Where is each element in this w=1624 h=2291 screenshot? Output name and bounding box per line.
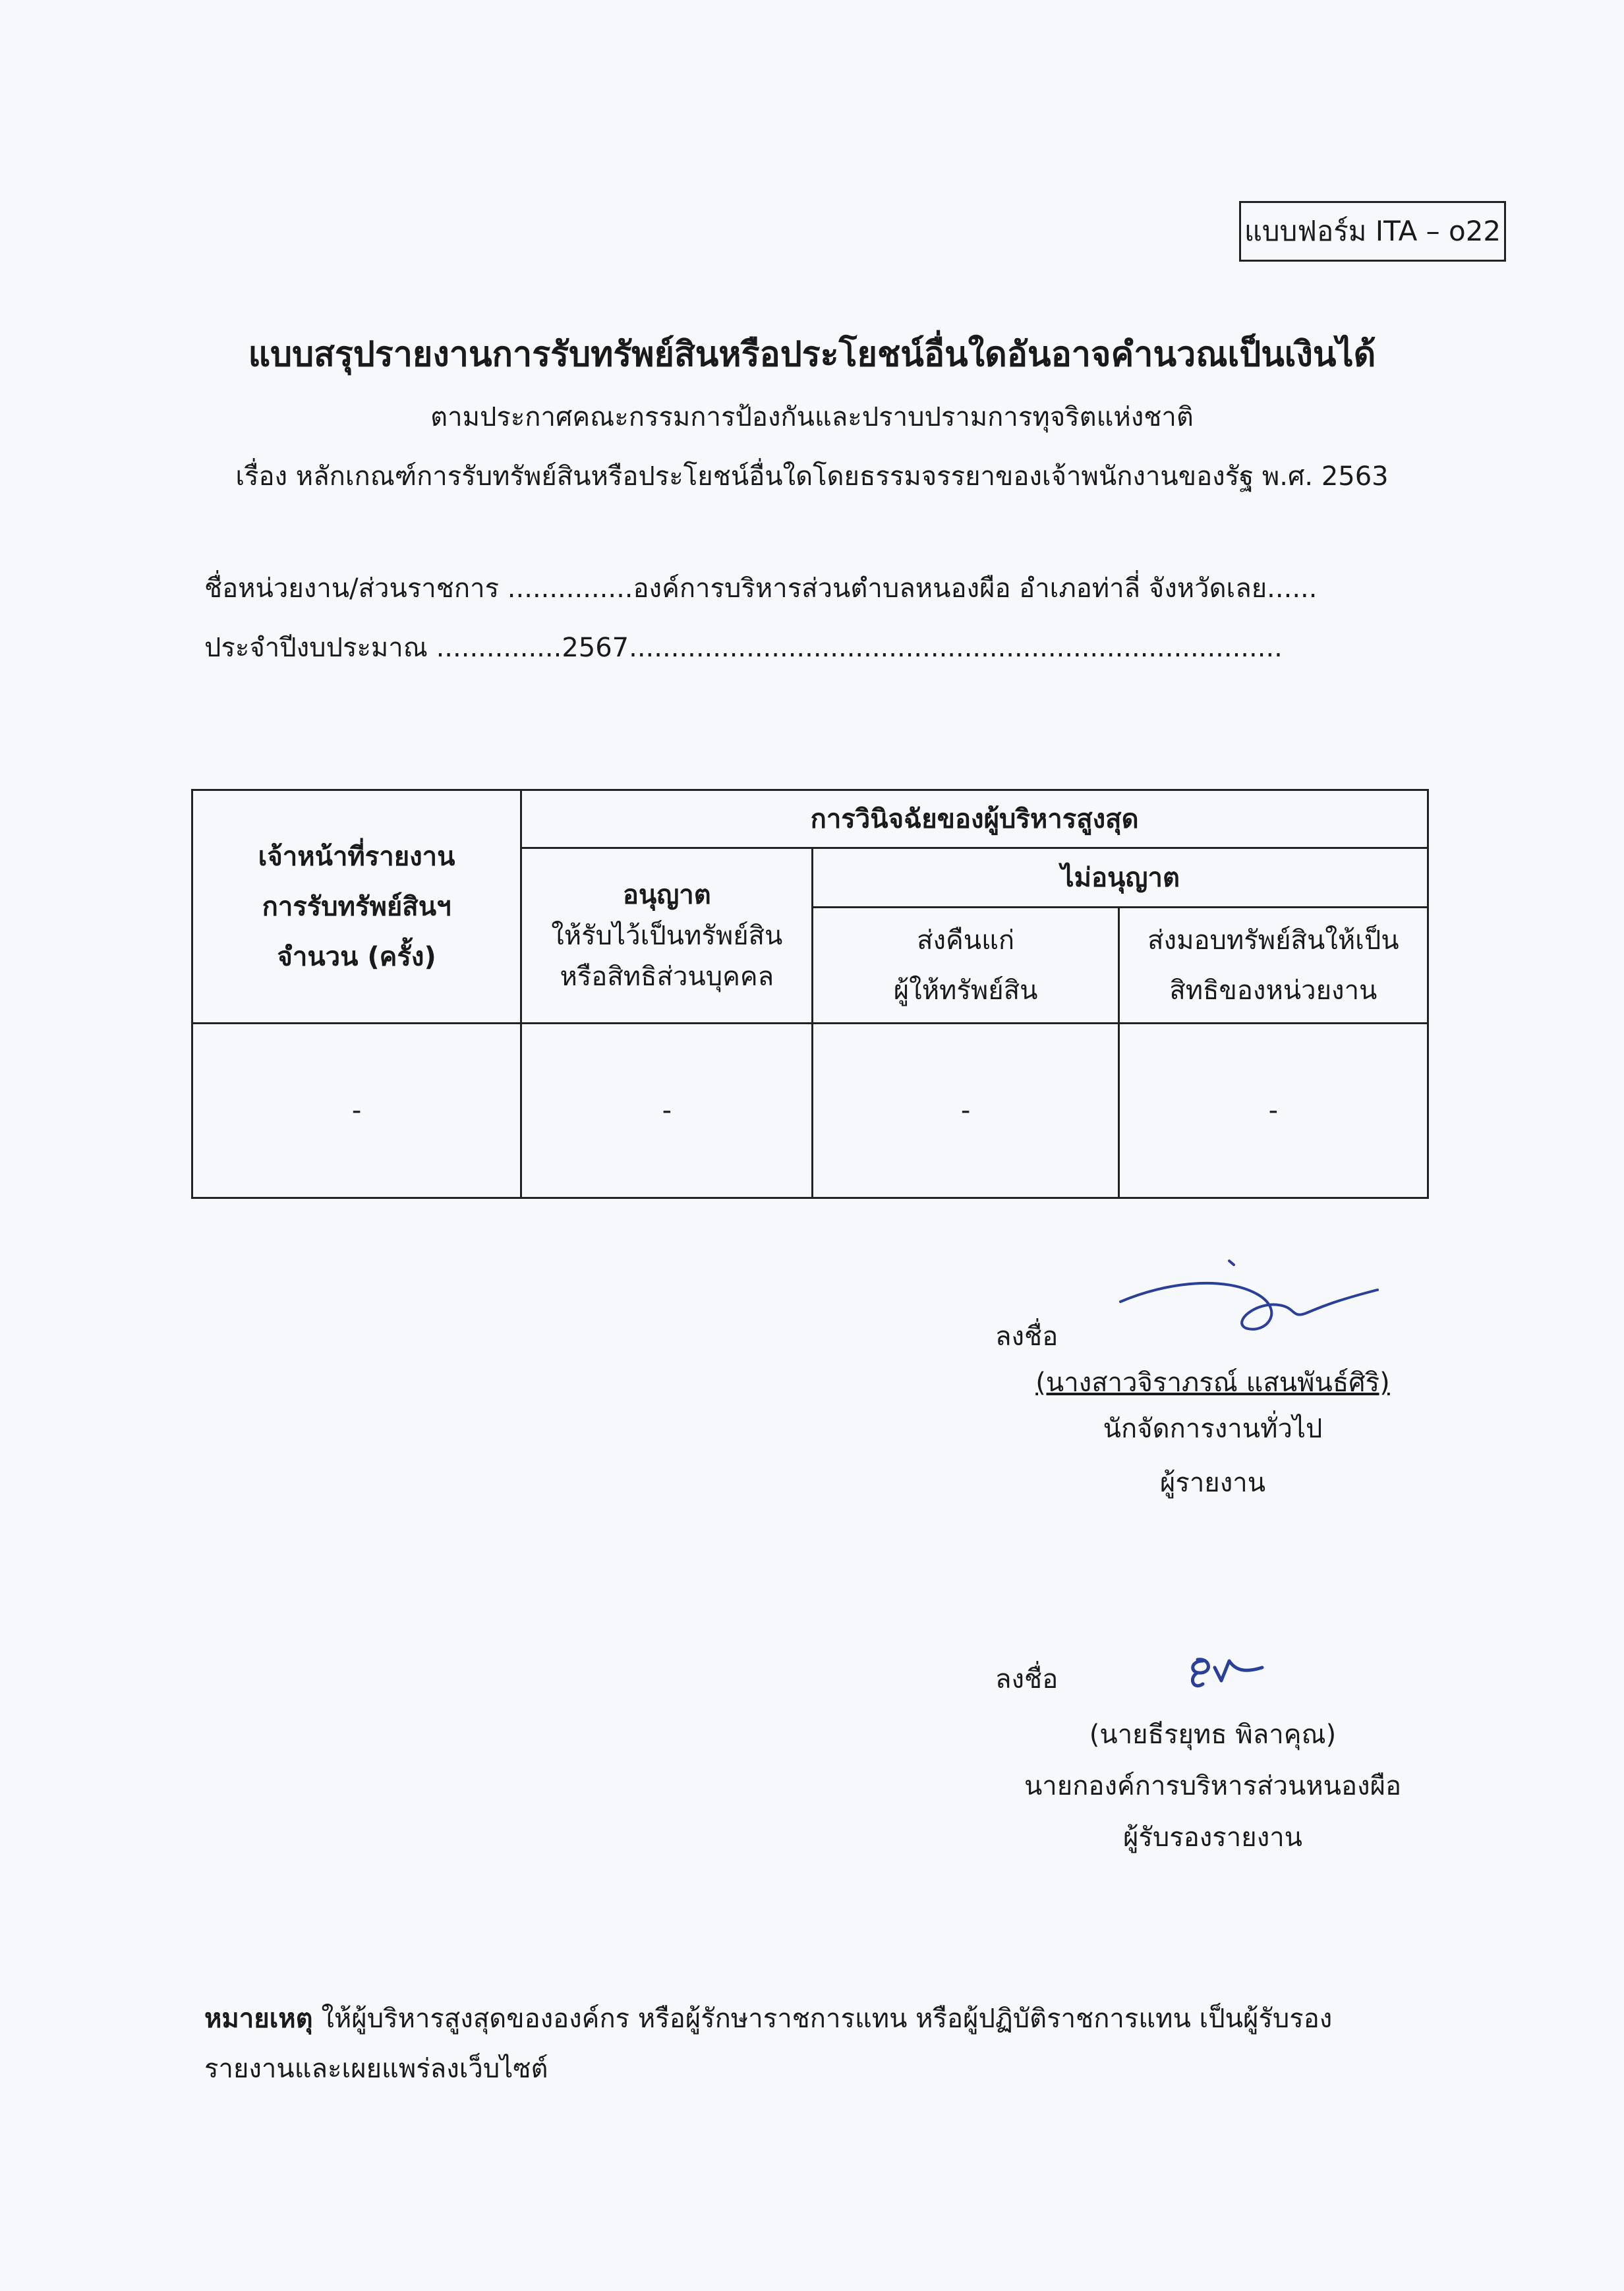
- header-return: [813, 908, 1118, 1024]
- header-deny: ไม่อนุญาต: [813, 848, 1428, 908]
- agency-value: ...............องค์การบริหารส่วนตำบลหนองผือ อำเภอท่าลี่ จังหวัดเลย......: [507, 573, 1318, 604]
- header-permit: [521, 848, 813, 1024]
- cell-count: -: [192, 1024, 521, 1198]
- transfer-sub-line: สิทธิของหน่วยงาน: [1169, 975, 1378, 1006]
- header-decision: การวินิจฉัยของผู้บริหารสูงสุด: [521, 790, 1428, 848]
- certifier-position: นายกองค์การบริหารส่วนหนองผือ: [1024, 1771, 1402, 1801]
- transfer-sub-line: ส่งมอบทรัพย์สินให้เป็น: [1147, 925, 1399, 956]
- fiscal-year-label: ประจำปีงบประมาณ: [204, 633, 428, 663]
- header-reporter-count: [192, 790, 521, 1024]
- certifier-name: (นายธีรยุทธ พิลาคุณ): [1089, 1720, 1337, 1750]
- header-transfer: [1118, 908, 1428, 1024]
- return-sub-line: ส่งคืนแก่: [917, 925, 1015, 956]
- reporter-position: นักจัดการงานทั่วไป: [1103, 1414, 1323, 1444]
- permit-title: อนุญาต: [622, 879, 711, 910]
- note-label: หมายเหตุ: [204, 2004, 313, 2034]
- agency-field: [204, 567, 1317, 609]
- document-subtitle: ตามประกาศคณะกรรมการป้องกันและปราบปรามการทุจริตแห่งชาติ: [430, 402, 1194, 432]
- document-subject: เรื่อง หลักเกณฑ์การรับทรัพย์สินหรือประโยชน์อื่นใดโดยธรรมจรรยาของเจ้าพนักงานของรัฐ พ.ศ. 2563: [235, 461, 1389, 492]
- permit-sub-line: หรือสิทธิส่วนบุคคล: [560, 961, 774, 992]
- note-text-2: รายงานและเผยแพร่ลงเว็บไซต์: [204, 2054, 548, 2084]
- certifier-role: ผู้รับรองรายงาน: [1122, 1822, 1303, 1853]
- header-line: การรับทรัพย์สินฯ: [262, 891, 451, 922]
- form-code: แบบฟอร์ม ITA – o22: [1244, 215, 1501, 247]
- reporter-signature-icon: [1114, 1256, 1391, 1348]
- certifier-block: [982, 1709, 1443, 1863]
- reporter-role: ผู้รายงาน: [1159, 1468, 1266, 1498]
- form-code-box: [1239, 201, 1506, 262]
- reporter-name: (นางสาวจิราภรณ์ แสนพันธ์ศิริ): [1035, 1368, 1390, 1398]
- header-line: เจ้าหน้าที่รายงาน: [258, 841, 455, 872]
- reporter-sign-label: ลงชื่อ: [995, 1321, 1058, 1352]
- certifier-sign-label: ลงชื่อ: [995, 1664, 1058, 1695]
- note-text: ให้ผู้บริหารสูงสุดขององค์กร หรือผู้รักษาราชการแทน หรือผู้ปฏิบัติราชการแทน เป็นผู้รับรอง: [312, 2004, 1333, 2034]
- header-line: จำนวน (ครั้ง): [277, 941, 436, 972]
- cell-return: -: [813, 1024, 1118, 1198]
- cell-transfer: -: [1118, 1024, 1428, 1198]
- fiscal-year-value: ...............2567..............................................................................: [436, 633, 1283, 663]
- reporter-block: [1015, 1360, 1410, 1506]
- document-title: แบบสรุปรายงานการรับทรัพย์สินหรือประโยชน์อื่นใดอันอาจคำนวณเป็นเงินได้: [248, 335, 1376, 374]
- footnote: [204, 1994, 1457, 2094]
- cell-permit: -: [521, 1024, 813, 1198]
- certifier-signature-icon: [1183, 1641, 1269, 1694]
- fiscal-year-field: [204, 626, 1283, 668]
- agency-label: ชื่อหน่วยงาน/ส่วนราชการ: [204, 573, 500, 604]
- return-sub-line: ผู้ให้ทรัพย์สิน: [893, 975, 1038, 1006]
- report-table: [191, 789, 1429, 1199]
- permit-sub-line: ให้รับไว้เป็นทรัพย์สิน: [551, 920, 783, 951]
